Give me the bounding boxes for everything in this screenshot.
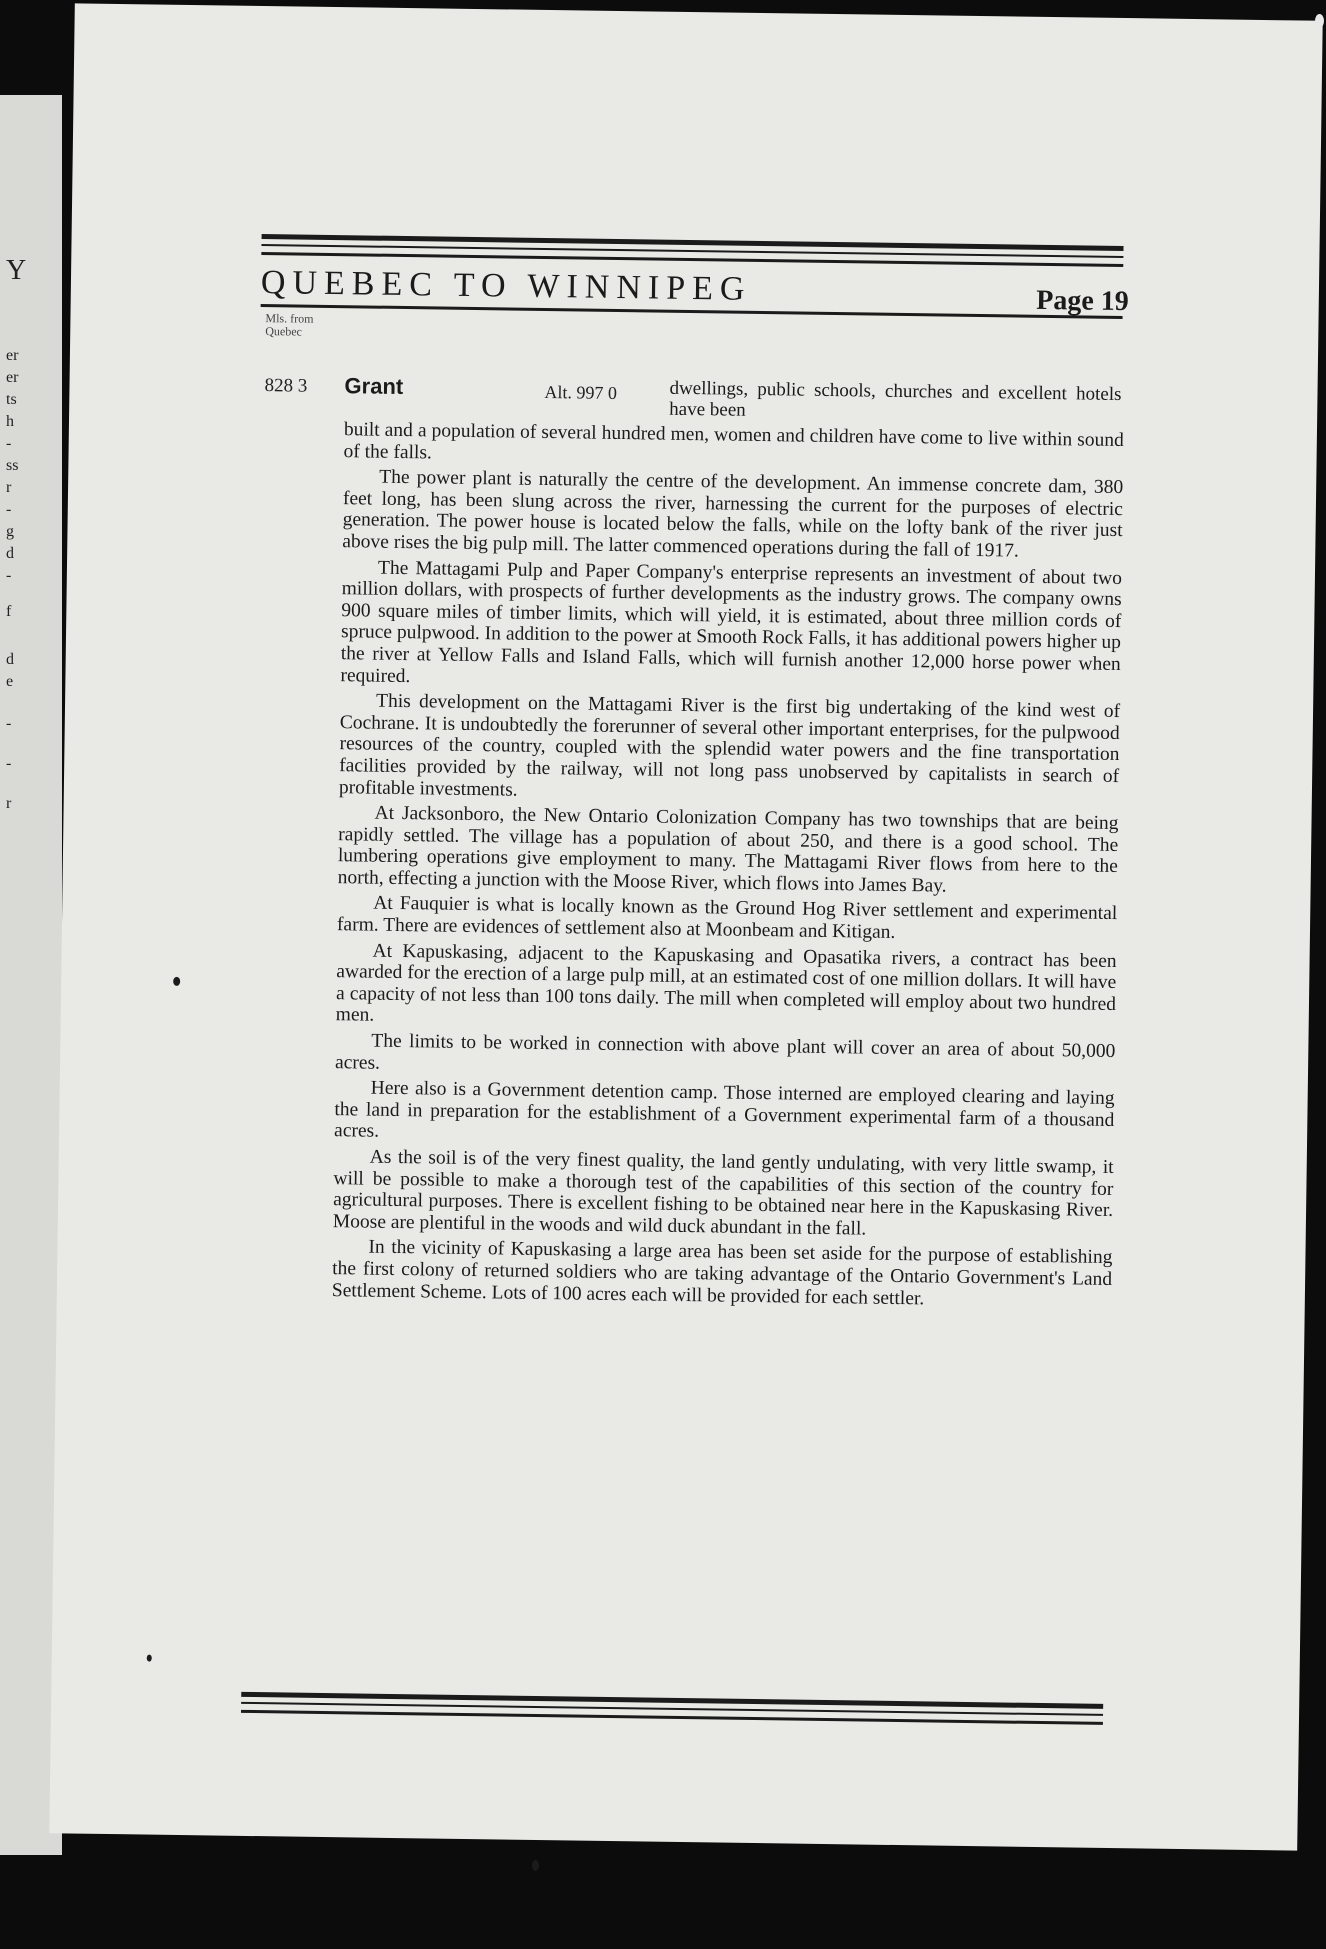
running-title: QUEBEC TO WINNIPEG (260, 264, 752, 308)
paragraph: This development on the Mattagami River is the first big undertaking of the kind west of Cochrane. It is undoubtedly the forerunner of several other important enterprises, for the pulpwood resources of the country, coupled with the splendid water powers and the fine transportation facilities provided by the railway, will not long pass unobserved by capitalists in search of profitable investments. (338, 690, 1121, 801)
left-page-fragment: h (6, 413, 14, 430)
scan-speck (532, 1860, 539, 1871)
paragraph: The Mattagami Pulp and Paper Company's enterprise represents an investment of about two million dollars, with prospects of further developments as the industry grows. The company owns 900 square miles of timber limits, which will yield, it is estimated, about three million cords of spruce pulpwood. In addition to the power at Smooth Rock Falls, it has additional powers higher up the river at Yellow Falls and Island Falls, which will furnish another 12,000 horse power when required. (340, 557, 1123, 687)
left-page-fragment: er (6, 347, 19, 364)
paper-blemish (147, 1655, 152, 1662)
left-page-fragment: f (6, 603, 12, 620)
station-name: Grant (344, 373, 404, 399)
document-page (49, 3, 1322, 1850)
paragraph: In the vicinity of Kapuskasing a large area has been set aside for the purpose of establishing the first colony of returned soldiers who are taking advantage of the Ontario Government's Land Settlement Scheme. Lots of 100 acres each will be provided for each settler. (331, 1236, 1113, 1309)
scan-speck (1315, 14, 1324, 28)
station-mileage: 828 3 (264, 375, 308, 397)
station-altitude: Alt. 997 0 (544, 381, 618, 403)
paper-blemish (173, 977, 180, 986)
left-page-fragment: r (6, 795, 12, 812)
left-page-fragment: er (6, 369, 19, 386)
left-page-fragment: - (6, 501, 12, 518)
paragraph: At Kapuskasing, adjacent to the Kapuskasing and Opasatika rivers, a contract has been awarded for the erection of a large pulp mill, at an estimated cost of one million dollars. It will have a capacity of not less than 100 tons daily. The mill when completed will employ about two hundred men. (335, 940, 1117, 1027)
paragraph: built and a population of several hundred men, women and children have come to live within sound of the falls. (343, 419, 1124, 463)
entry-opening-text: dwellings, public schools, churches and excellent hotels have been (669, 377, 1122, 421)
left-page-fragment: g (6, 523, 14, 540)
left-page-fragment: Y (6, 255, 27, 286)
left-page-fragment: - (6, 567, 12, 584)
left-page-fragment: r (6, 479, 12, 496)
paragraph: At Fauquier is what is locally known as the Ground Hog River settlement and experimental farm. There are evidences of settlement also at Moonbeam and Kitigan. (336, 893, 1118, 943)
paragraph: The power plant is naturally the centre of the development. An immense concrete dam, 380 feet long, has been slung across the river, harnessing the current for the purposes of electric generation. The power house is located below the falls, while on the lofty bank of the river just above rises the big pulp mill. The latter commenced operations during the fall of 1917. (342, 466, 1124, 562)
header-rule-top (262, 234, 1124, 251)
body-text (332, 419, 1124, 1316)
left-page-fragment: - (6, 755, 12, 772)
left-page-fragment: - (6, 715, 12, 732)
left-page-fragment: d (6, 545, 14, 562)
paragraph: As the soil is of the very finest quality, the land gently undulating, with very little swamp, it will be possible to make a thorough test of the capabilities of this section of the country for agricultural purposes. There is excellent fishing to be obtained near here in the Kapuskasing River. Moose are plentiful in the woods and wild duck abundant in the fall. (332, 1146, 1114, 1240)
left-page-fragment: - (6, 435, 12, 452)
left-page-fragment: d (6, 651, 14, 668)
paragraph: Here also is a Government detention camp. Those interned are employed clearing and laying the land in preparation for the establishment of a Government experimental farm of a thousand acres. (333, 1077, 1115, 1143)
footer-rule-top (241, 1692, 1103, 1709)
mileage-column-note: Mls. from Quebec (265, 311, 314, 339)
paragraph: The limits to be worked in connection with above plant will cover an area of about 50,000 acres. (334, 1030, 1116, 1074)
left-page-fragment: e (6, 673, 14, 690)
paragraph: At Jacksonboro, the New Ontario Colonization Company has two townships that are being rapidly settled. The village has a population of about 250, and there is a good school. The lumbering operations give employment to many. The Mattagami River flows from here to the north, effecting a junction with the Moose River, which flows into James Bay. (337, 802, 1119, 897)
left-page-fragment: ss (6, 457, 19, 474)
page-number: Page 19 (1036, 284, 1129, 318)
left-page-fragment: ts (6, 391, 17, 408)
